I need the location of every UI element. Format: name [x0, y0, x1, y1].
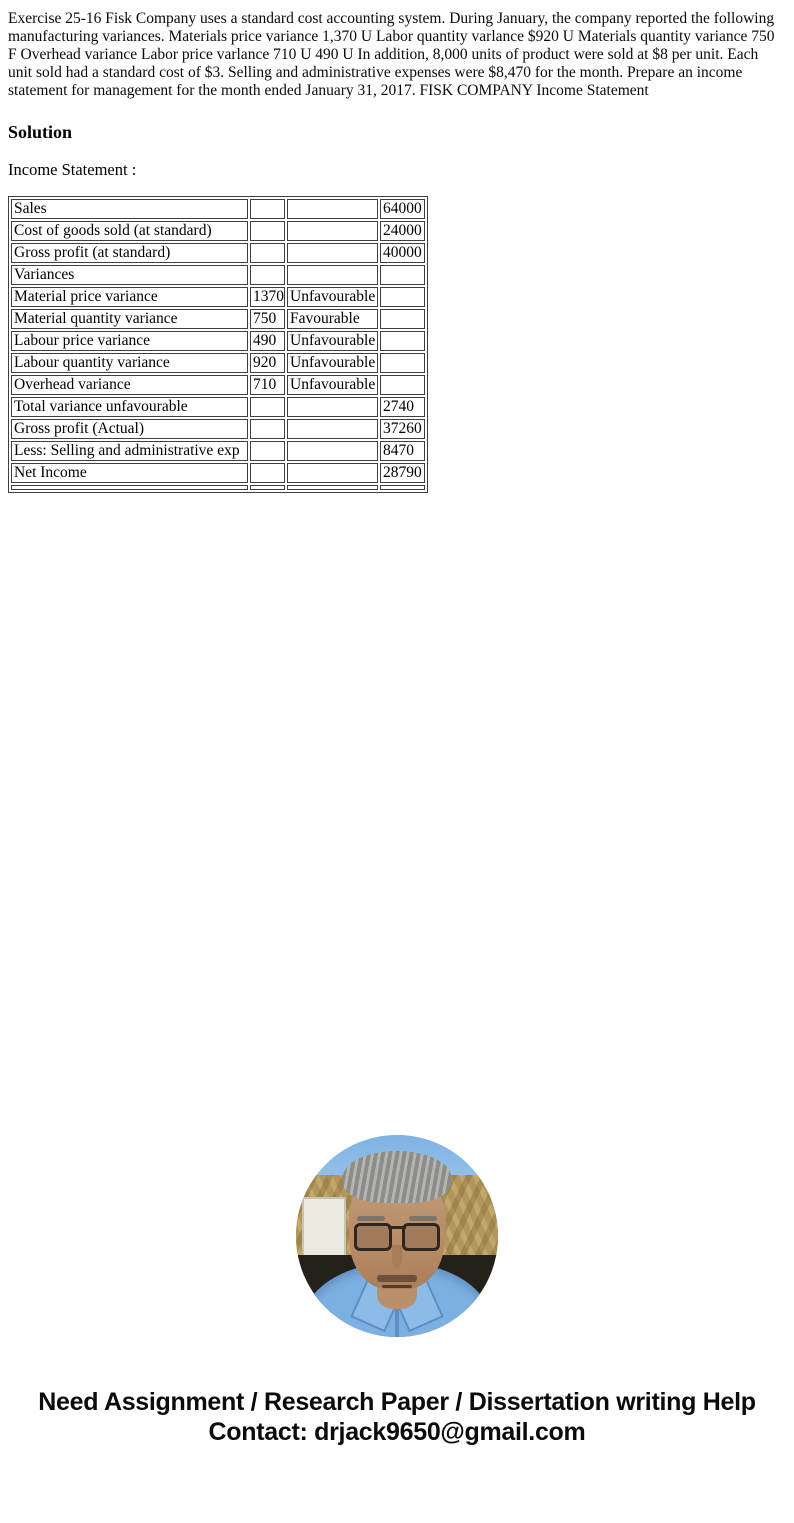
- cell-direction: Unfavourable: [287, 331, 378, 351]
- avatar-eyebrow-right: [409, 1216, 437, 1221]
- solution-heading: Solution: [8, 122, 73, 142]
- cell-total: 8470: [380, 441, 425, 461]
- cell-amount: [250, 265, 285, 285]
- cell-description: Variances: [11, 265, 248, 285]
- cell-amount: [250, 419, 285, 439]
- cell-description: Less: Selling and administrative exp: [11, 441, 248, 461]
- avatar-hair: [343, 1151, 451, 1203]
- table-row: [11, 199, 425, 219]
- cell-amount: [250, 199, 285, 219]
- cell-total: [380, 265, 425, 285]
- cell-direction: [287, 419, 378, 439]
- table-row: [11, 287, 425, 307]
- cell-amount: 920: [250, 353, 285, 373]
- table-row: [11, 221, 425, 241]
- cell-amount: 710: [250, 375, 285, 395]
- double-rule-cell: [380, 485, 425, 490]
- cell-total: [380, 287, 425, 307]
- avatar-eyebrow-left: [357, 1216, 385, 1221]
- avatar-glasses: [354, 1223, 440, 1249]
- cell-amount: 750: [250, 309, 285, 329]
- table-row: [11, 441, 425, 461]
- cell-direction: [287, 199, 378, 219]
- cell-direction: [287, 221, 378, 241]
- cell-description: Net Income: [11, 463, 248, 483]
- cell-total: 37260: [380, 419, 425, 439]
- cell-description: Overhead variance: [11, 375, 248, 395]
- cell-direction: [287, 243, 378, 263]
- cell-description: Labour quantity variance: [11, 353, 248, 373]
- table-row: [11, 331, 425, 351]
- cell-amount: 490: [250, 331, 285, 351]
- cell-total: 64000: [380, 199, 425, 219]
- double-rule-cell: [250, 485, 285, 490]
- cell-total: [380, 353, 425, 373]
- cell-amount: 1370: [250, 287, 285, 307]
- cell-amount: [250, 221, 285, 241]
- exercise-intro-paragraph: Exercise 25-16 Fisk Company uses a standard cost accounting system. During January, the company reported the following manufacturing variances. Materials price variance 1,370 U Labor quantity varlance $920 U Materials quantity variance 750 F Overhead variance Labor price varlance 710 U 490 U In addition, 8,000 units of product were sold at $8 per unit. Each unit sold had a standard cost of $3. Selling and administrative expenses were $8,470 for the month. Prepare an income statement for management for the month ended January 31, 2017. FISK COMPANY Income Statement: [8, 10, 775, 99]
- double-rule-cell: [11, 485, 248, 490]
- table-row: [11, 375, 425, 395]
- table-row: [11, 463, 425, 483]
- cell-total: 28790: [380, 463, 425, 483]
- double-rule-cell: [287, 485, 378, 490]
- cell-direction: [287, 441, 378, 461]
- cell-total: 40000: [380, 243, 425, 263]
- avatar-glasses-lens-right: [402, 1223, 440, 1251]
- cell-direction: Unfavourable: [287, 375, 378, 395]
- table-row: [11, 243, 425, 263]
- table-row: [11, 419, 425, 439]
- avatar-glasses-lens-left: [354, 1223, 392, 1251]
- avatar-photo: [296, 1135, 498, 1337]
- contact-email-text: Contact: drjack9650@gmail.com: [208, 1418, 586, 1446]
- closing-double-rule-row: [11, 485, 425, 490]
- cell-description: Sales: [11, 199, 248, 219]
- income-statement-subheading: Income Statement :: [8, 160, 137, 179]
- cell-total: 2740: [380, 397, 425, 417]
- cell-amount: [250, 463, 285, 483]
- cell-total: [380, 375, 425, 395]
- table-row: [11, 309, 425, 329]
- cell-total: 24000: [380, 221, 425, 241]
- avatar-mouth: [382, 1285, 412, 1288]
- cell-total: [380, 331, 425, 351]
- cell-total: [380, 309, 425, 329]
- cell-amount: [250, 243, 285, 263]
- table-row: [11, 397, 425, 417]
- cell-direction: [287, 397, 378, 417]
- cell-description: Total variance unfavourable: [11, 397, 248, 417]
- cell-direction: Unfavourable: [287, 287, 378, 307]
- cell-description: Gross profit (Actual): [11, 419, 248, 439]
- income-statement-table: [8, 196, 428, 493]
- cell-direction: [287, 463, 378, 483]
- table-row: [11, 265, 425, 285]
- avatar-mustache: [377, 1275, 417, 1282]
- cell-amount: [250, 397, 285, 417]
- cell-description: Material quantity variance: [11, 309, 248, 329]
- assignment-help-text: Need Assignment / Research Paper / Dissertation writing Help: [38, 1388, 756, 1416]
- cell-direction: Favourable: [287, 309, 378, 329]
- cell-direction: Unfavourable: [287, 353, 378, 373]
- cell-amount: [250, 441, 285, 461]
- cell-description: Material price variance: [11, 287, 248, 307]
- cell-description: Labour price variance: [11, 331, 248, 351]
- table-row: [11, 353, 425, 373]
- cell-description: Cost of goods sold (at standard): [11, 221, 248, 241]
- cell-description: Gross profit (at standard): [11, 243, 248, 263]
- avatar-container: [8, 1135, 786, 1337]
- cell-direction: [287, 265, 378, 285]
